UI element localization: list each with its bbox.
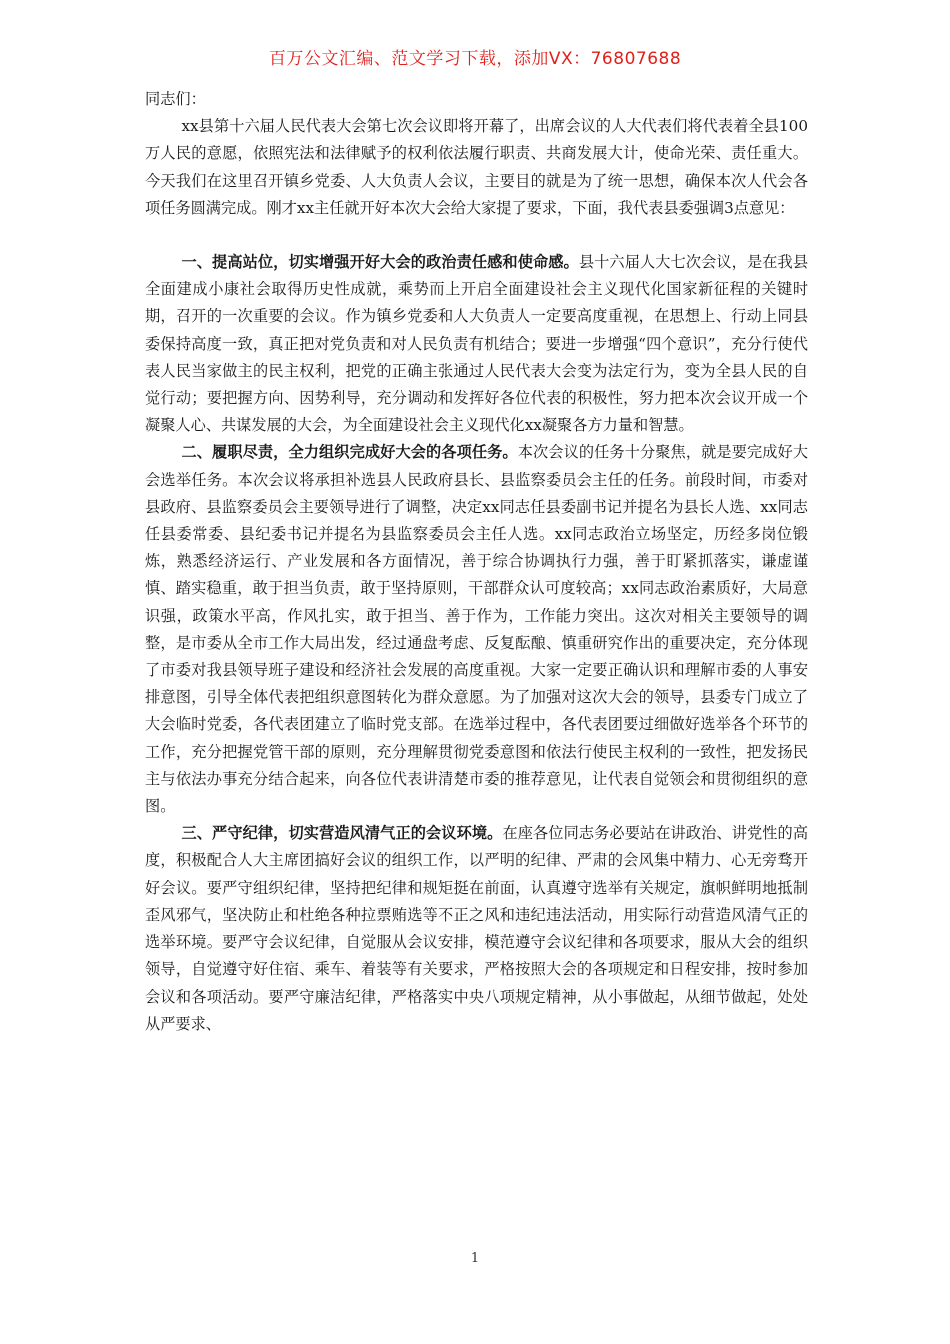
document-body [145,86,808,1038]
section-text-3: 在座各位同志务必要站在讲政治、讲党性的高度，积极配合人大主席团搞好会议的组织工作，以严明的纪律、严肃的会风集中精力、心无旁骛开好会议。要严守组织纪律，坚持把纪律和规矩挺在前面，认真遵守选举有关规定，旗帜鲜明地抵制歪风邪气，坚决防止和杜绝各种拉票贿选等不正之风和违纪违法活动，用实际行动营造风清气正的选举环境。要严守会议纪律，自觉服从会议安排，模范遵守会议纪律和各项要求，服从大会的组织领导，自觉遵守好住宿、乘车、着装等有关要求，严格按照大会的各项规定和日程安排，按时参加会议和各项活动。要严守廉洁纪律，严格落实中央八项规定精神，从小事做起，从细节做起，处处从严要求、 [145,824,809,1033]
section-paragraph-3 [145,820,808,1038]
section-text-2: 本次会议的任务十分聚焦，就是要完成好大会选举任务。本次会议将承担补选县人民政府县长、县监察委员会主任的任务。前段时间，市委对县政府、县监察委员会主要领导进行了调整，决定xx同志任县委副书记并提名为县长人选、xx同志任县委常委、县纪委书记并提名为县监察委员会主任人选。xx同志政治立场坚定，历经多岗位锻炼，熟悉经济运行、产业发展和各方面情况，善于综合协调执行力强，善于盯紧抓落实，谦虚谨慎、踏实稳重，敢于担当负责，敢于坚持原则，干部群众认可度较高；xx同志政治素质好，大局意识强，政策水平高，作风扎实，敢于担当、善于作为，工作能力突出。这次对相关主要领导的调整，是市委从全市工作大局出发，经过通盘考虑、反复酝酿、慎重研究作出的重要决定，充分体现了市委对我县领导班子建设和经济社会发展的高度重视。大家一定要正确认识和理解市委的人事安排意图，引导全体代表把组织意图转化为群众意愿。为了加强对这次大会的领导，县委专门成立了大会临时党委，各代表团建立了临时党支部。在选举过程中，各代表团要过细做好选举各个环节的工作，充分把握党管干部的原则，充分理解贯彻党委意图和依法行使民主权利的一致性，把发扬民主与依法办事充分结合起来，向各位代表讲清楚市委的推荐意见，让代表自觉领会和贯彻组织的意图。 [145,443,809,816]
page-number: 1 [470,1251,480,1266]
section-text-1: 县十六届人大七次会议，是在我县全面建成小康社会取得历史性成就，乘势而上开启全面建设社会主义现代化国家新征程的关键时期，召开的一次重要的会议。作为镇乡党委和人大负责人一定要高度重视，在思想上、行动上同县委保持高度一致，真正把对党负责和对人民负责有机结合；要进一步增强“四个意识”，充分行使代表人民当家做主的民主权利，把党的正确主张通过人民代表大会变为法定行为，变为全县人民的自觉行动；要把握方向、因势利导，充分调动和发挥好各位代表的积极性，努力把本次会议开成一个凝聚人心、共谋发展的大会，为全面建设社会主义现代化xx凝聚各方力量和智慧。 [145,253,809,435]
section-heading-3: 三、严守纪律，切实营造风清气正的会议环境。 [181,824,503,843]
header-banner: 百万公文汇编、范文学习下载，添加VX：76807688 [268,49,682,69]
intro-paragraph: xx县第十六届人民代表大会第七次会议即将开幕了，出席会议的人大代表们将代表着全县100万人民的意愿，依照宪法和法律赋予的权利依法履行职责、共商发展大计，使命光荣、责任重大。今天我们在这里召开镇乡党委、人大负责人会议，主要目的就是为了统一思想，确保本次人代会各项任务圆满完成。刚才xx主任就开好本次大会给大家提了要求，下面，我代表县委强调3点意见： [145,117,808,217]
section-paragraph-1 [145,249,808,439]
section-heading-2: 二、履职尽责，全力组织完成好大会的各项任务。 [181,443,518,462]
section-paragraph-2 [145,439,808,820]
section-heading-1: 一、提高站位，切实增强开好大会的政治责任感和使命感。 [181,253,579,272]
salutation: 同志们： [145,90,206,108]
